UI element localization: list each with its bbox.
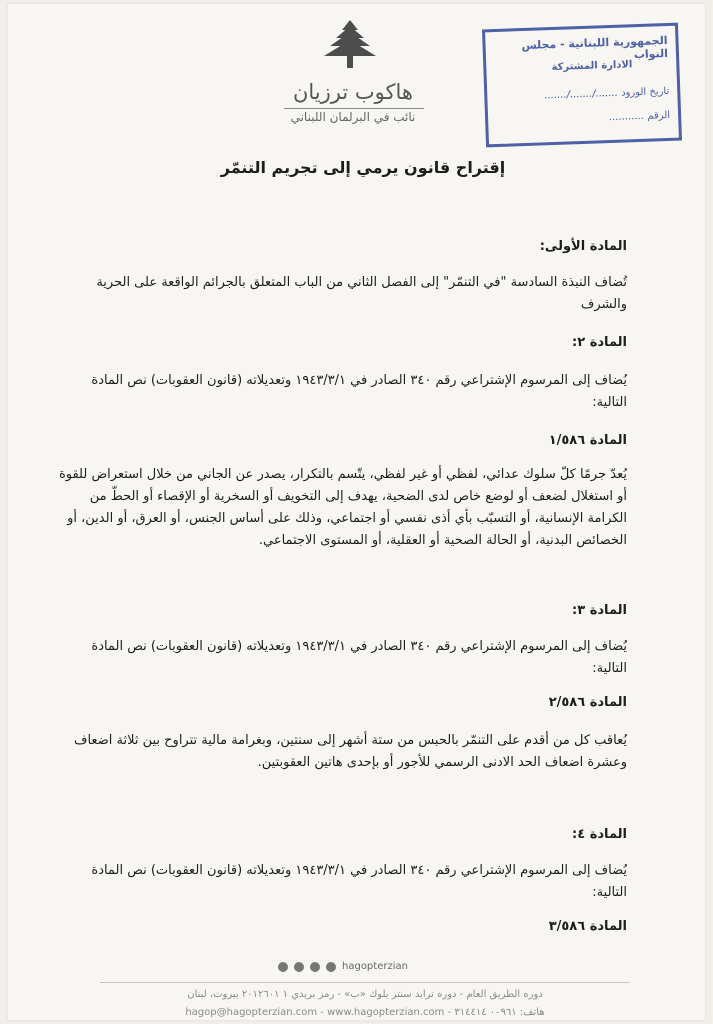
deputy-name: هاكوب ترزيان (292, 80, 413, 104)
article-2 (57, 332, 627, 354)
twitter-icon[interactable] (310, 962, 320, 972)
article-1 (57, 236, 627, 258)
article-text: يُضاف إلى المرسوم الإشتراعي رقم ٣٤٠ الصادر في ١٩٤٣/٣/١ وتعديلاته (قانون العقوبات) نص المادة التالية: (91, 373, 627, 410)
stamp-number-row (492, 110, 670, 127)
article-heading: المادة ٢/٥٨٦ (548, 695, 627, 710)
article-4 (57, 824, 627, 846)
article-heading: المادة ٢: (572, 335, 627, 350)
article-heading: المادة ٣/٥٨٦ (548, 919, 627, 934)
footer-address: دوره الطريق العام - دوره ترايد سنتر بلوك «ب» - رمز بريدي ١ ٢٠١٢٦٠١ بيروت، لبنان (187, 989, 543, 1000)
article-586-1 (57, 430, 627, 452)
article-heading: المادة الأولى: (539, 239, 627, 254)
stamp-number-value: ........... (609, 110, 645, 124)
instagram-icon[interactable] (278, 962, 288, 972)
parliament-stamp (482, 23, 682, 148)
cedar-icon (320, 18, 380, 74)
stamp-line-1: الجمهورية اللبنانية - مجلس النواب (521, 33, 669, 62)
article-text: يُضاف إلى المرسوم الإشتراعي رقم ٣٤٠ الصادر في ١٩٤٣/٣/١ وتعديلاته (قانون العقوبات) نص المادة التالية: (91, 639, 627, 676)
stamp-date-value: ......./......./....... (544, 87, 619, 102)
article-text: يُعاقب كل من أقدم على التنمّر بالحبس من ستة أشهر إلى سنتين، وبغرامة مالية تتراوح بين ثلاثة اضعاف وعشرة اضعاف الحد الادنى الرسمي للأجور أو بإحدى هاتين العقوبتين. (74, 733, 627, 770)
article-2-body (57, 370, 627, 414)
article-586-2-body (57, 730, 627, 774)
facebook-icon[interactable] (294, 962, 304, 972)
footer-contact: هاتف: ٠٠٩٦١ ٣١٤٤١٤ - hagop@hagopterzian.com - www.hagopterzian.com (185, 1007, 545, 1018)
article-heading: المادة ٤: (572, 827, 627, 842)
document-title: إقتراح قانون يرمي إلى تجريم التنمّر (220, 158, 506, 177)
article-586-1-body (57, 464, 627, 552)
social-handle: hagopterzian (342, 961, 408, 972)
stamp-number-label: الرقم (647, 109, 671, 122)
deputy-subtitle: نائب في البرلمان اللبناني (290, 110, 416, 124)
article-heading: المادة ١/٥٨٦ (548, 433, 627, 448)
header-divider (284, 108, 424, 109)
article-4-body (57, 860, 627, 904)
footer-divider (100, 982, 630, 983)
article-586-2 (57, 692, 627, 714)
article-3 (57, 600, 627, 622)
article-text: يُعدّ جرمًا كلّ سلوك عدائي، لفظي أو غير لفظي، يتّسم بالتكرار، يصدر عن الجاني من خلال استعراض للقوة أو استغلال لضعف أو لوضع خاص لدى الضحية، يهدف إلى التخويف أو السخرية أو الإقصاء أو الحطّ من الكرامة الإنسانية، أو التسبّب بأي أذى نفسي أو اجتماعي، وذلك على أساس الجنس، أو العرق، أو الدين، أو الخصائص البدنية، أو الحالة الصحية أو العقلية، أو المستوى الاجتماعي. (58, 467, 627, 548)
stamp-date-row (491, 86, 669, 103)
article-text: يُضاف إلى المرسوم الإشتراعي رقم ٣٤٠ الصادر في ١٩٤٣/٣/١ وتعديلاته (قانون العقوبات) نص المادة التالية: (91, 863, 627, 900)
article-1-body (57, 272, 627, 316)
social-links (278, 961, 518, 972)
article-3-body (57, 636, 627, 680)
article-586-3 (57, 916, 627, 938)
stamp-date-label: تاريخ الورود (620, 85, 670, 99)
article-text: تُضاف النبذة السادسة "في التنمّر" إلى الفصل الثاني من الباب المتعلق بالجرائم الواقعة على الحرية والشرف (96, 275, 627, 312)
youtube-icon[interactable] (326, 962, 336, 972)
article-heading: المادة ٣: (572, 603, 627, 618)
document-page (8, 4, 705, 1020)
stamp-line-2: الادارة المشتركة (551, 59, 633, 74)
